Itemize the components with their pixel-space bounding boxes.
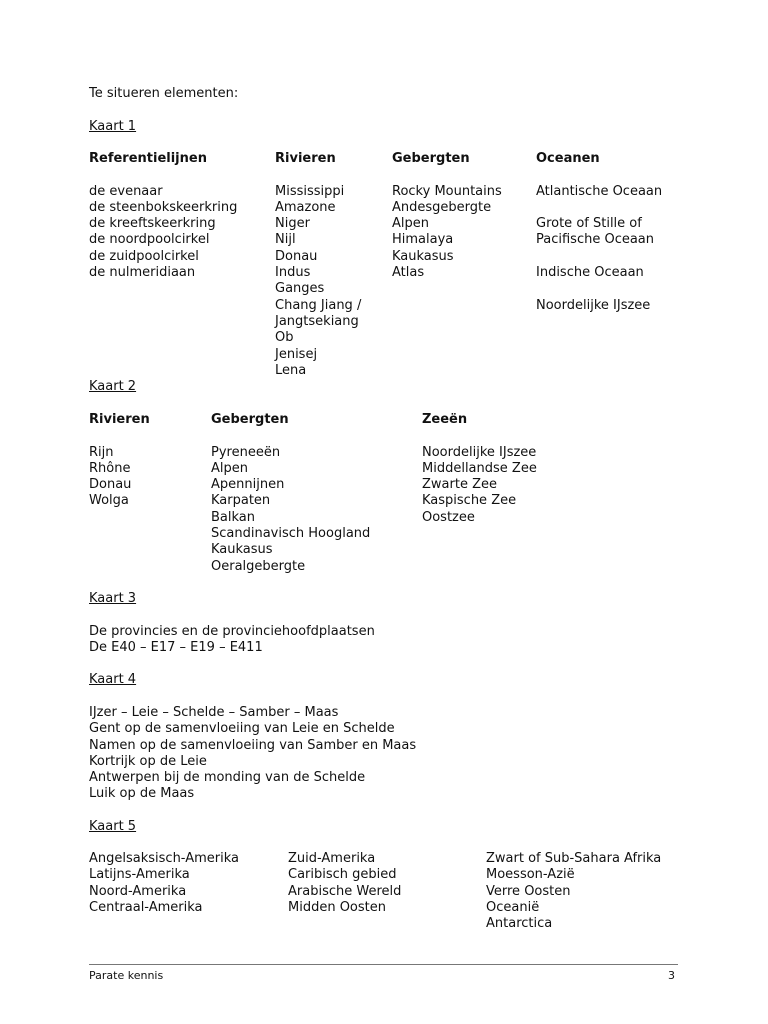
list-item: Donau — [89, 477, 132, 493]
list-item — [536, 249, 662, 265]
list-item: Moesson-Azië — [486, 867, 575, 883]
list-item: Zwarte Zee — [422, 477, 497, 493]
list-item: Alpen — [392, 216, 429, 232]
column-header: Rivieren — [275, 151, 336, 166]
list-item: de evenaar — [89, 183, 163, 199]
kaart2-col-rivieren — [89, 412, 150, 510]
footer-title: Parate kennis — [89, 969, 164, 982]
list-item: Kaukasus — [392, 248, 454, 264]
kaart1-col-oceanen — [536, 151, 662, 314]
kaart3-title: Kaart 3 — [89, 591, 137, 606]
list-item: de steenbokskeerkring — [89, 199, 238, 215]
list-item — [536, 200, 662, 216]
list-item: Nijl — [275, 232, 296, 248]
list-item: Angelsaksisch-Amerika — [89, 851, 239, 866]
list-item: Arabische Wereld — [288, 883, 402, 899]
kaart1-col-gebergten — [392, 151, 502, 281]
kaart4-lines — [89, 705, 416, 803]
list-item: Rhône — [89, 460, 131, 476]
list-item: Niger — [275, 216, 310, 232]
list-item: Jangtsekiang — [275, 313, 359, 329]
list-item: Noordelijke IJszee — [422, 444, 537, 460]
kaart3-lines — [89, 624, 375, 657]
list-item: Scandinavisch Hoogland — [211, 526, 371, 542]
list-item: Balkan — [211, 509, 256, 525]
list-item: De provincies en de provinciehoofdplaatsen — [89, 624, 375, 639]
list-item: Jenisej — [275, 346, 318, 362]
list-item: Pyreneeën — [211, 444, 281, 460]
list-item: Oeralgebergte — [211, 558, 306, 574]
list-item: Apennijnen — [211, 477, 285, 493]
list-item: Luik op de Maas — [89, 786, 195, 802]
kaart5-col-1 — [89, 851, 239, 916]
intro-heading: Te situeren elementen: — [89, 86, 239, 101]
kaart4-title: Kaart 4 — [89, 672, 137, 687]
list-item: Karpaten — [211, 493, 271, 509]
list-item: Zuid-Amerika — [288, 851, 376, 866]
list-item: Amazone — [275, 199, 336, 215]
list-item — [536, 281, 662, 297]
list-item: Ob — [275, 330, 294, 346]
kaart1-title: Kaart 1 — [89, 119, 137, 134]
list-item: Atlas — [392, 265, 425, 281]
list-item: Oceanië — [486, 899, 540, 915]
list-item: De E40 – E17 – E19 – E411 — [89, 640, 263, 656]
kaart5-col-2 — [288, 851, 401, 916]
list-item: Noord-Amerika — [89, 883, 187, 899]
list-item: Oostzee — [422, 509, 475, 525]
kaart2-col-gebergten — [211, 412, 370, 575]
list-item: Zwart of Sub-Sahara Afrika — [486, 851, 662, 866]
list-item: Centraal-Amerika — [89, 899, 203, 915]
list-item: de zuidpoolcirkel — [89, 248, 199, 264]
list-item: Chang Jiang / — [275, 297, 362, 313]
list-item: Kortrijk op de Leie — [89, 753, 207, 769]
list-item: de nulmeridiaan — [89, 265, 196, 281]
list-item: Ganges — [275, 281, 325, 297]
list-item: Kaukasus — [211, 542, 273, 558]
kaart5-title: Kaart 5 — [89, 819, 137, 834]
kaart5-col-3 — [486, 851, 661, 932]
list-item: Caribisch gebied — [288, 867, 397, 883]
list-item: Himalaya — [392, 232, 454, 248]
list-item: Pacifische Oceaan — [536, 232, 655, 248]
list-item: Donau — [275, 248, 318, 264]
list-item: de noordpoolcirkel — [89, 232, 210, 248]
list-item: Noordelijke IJszee — [536, 297, 651, 313]
list-item: Gent op de samenvloeiing van Leie en Schelde — [89, 721, 395, 737]
list-item: Wolga — [89, 493, 129, 509]
list-item: Antarctica — [486, 916, 553, 932]
list-item: Alpen — [211, 460, 248, 476]
list-item: Andesgebergte — [392, 199, 492, 215]
column-header: Gebergten — [392, 151, 470, 166]
list-item: Kaspische Zee — [422, 493, 517, 509]
list-item: Rocky Mountains — [392, 183, 502, 199]
list-item: Atlantische Oceaan — [536, 183, 663, 199]
kaart2-title: Kaart 2 — [89, 379, 137, 394]
column-header: Oceanen — [536, 151, 600, 166]
list-item: Rijn — [89, 444, 114, 460]
list-item: Antwerpen bij de monding van de Schelde — [89, 770, 366, 786]
column-header: Gebergten — [211, 412, 289, 427]
kaart2-col-zeeen — [422, 412, 537, 526]
list-item: IJzer – Leie – Schelde – Samber – Maas — [89, 705, 339, 720]
list-item: Mississippi — [275, 183, 345, 199]
column-header: Referentielijnen — [89, 151, 207, 166]
list-item: Midden Oosten — [288, 899, 386, 915]
kaart1-col-referentielijnen — [89, 151, 237, 281]
kaart1-col-rivieren — [275, 151, 361, 379]
list-item: Namen op de samenvloeiing van Samber en Maas — [89, 737, 417, 753]
list-item: Indische Oceaan — [536, 265, 644, 281]
list-item: Verre Oosten — [486, 883, 571, 899]
list-item: Lena — [275, 362, 307, 378]
list-item: Grote of Stille of — [536, 216, 642, 232]
page-number: 3 — [668, 969, 675, 982]
list-item: Latijns-Amerika — [89, 867, 190, 883]
list-item: Middellandse Zee — [422, 460, 537, 476]
column-header: Zeeën — [422, 412, 468, 427]
list-item: Indus — [275, 265, 311, 281]
column-header: Rivieren — [89, 412, 150, 427]
list-item: de kreeftskeerkring — [89, 216, 216, 232]
footer-divider — [89, 964, 678, 965]
